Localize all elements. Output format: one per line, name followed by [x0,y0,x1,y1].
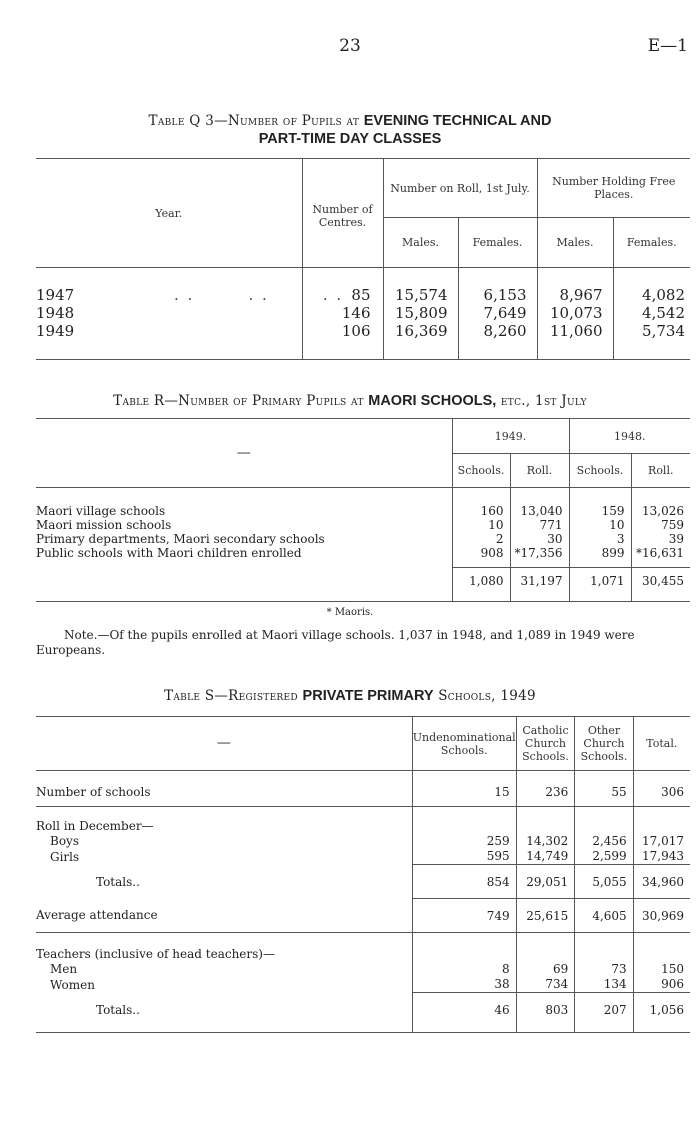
col-header-free-females: Females. [613,218,690,268]
cell-other: 4,605 [575,899,633,933]
cell-roll-males: 15,574 [383,286,458,304]
cell-roll-females: 6,153 [458,286,537,304]
cell-other: 134 [575,977,633,993]
cell-undenominational: 8 [412,961,516,977]
row-label: Women [50,977,95,992]
cell-total: 906 [633,977,690,993]
table-row [36,532,690,546]
row-label: Maori mission schools [36,517,172,532]
cell-total-schools-1948: 1,071 [569,568,631,594]
cell-catholic: 14,749 [516,849,575,865]
col-header-roll-males: Males. [383,218,458,268]
cell-total: 34,960 [633,865,690,899]
cell-undenominational: 595 [412,849,516,865]
cell-schools-1949: 10 [452,518,510,532]
cell-total-roll-1949: 31,197 [510,568,569,594]
col-header-1949: 1949. [452,419,569,454]
table-row [36,322,690,340]
cell-undenominational: 46 [412,993,516,1027]
cell-roll-females: 8,260 [458,322,537,340]
cell-undenominational: 259 [412,833,516,849]
cell-roll-1949: 13,040 [510,504,569,518]
row-year: 1947 [36,285,75,304]
col-header-free: Number Holding Free Places. [537,159,690,218]
table-row [36,833,690,849]
cell-schools-1949: 160 [452,504,510,518]
table-s-title-plain: Table S—Registered [164,688,298,704]
cell-centres: 85 [302,286,383,304]
row-year: 1948 [36,303,75,322]
table-r [36,418,690,602]
table-r-note: Note.—Of the pupils enrolled at Maori village schools. 1,037 in 1948, and 1,089 in 1949 were Europeans. [36,628,635,657]
table-r-title-bold: MAORI SCHOOLS, [368,393,497,409]
cell-total: 30,969 [633,899,690,933]
col-header-1948: 1948. [569,419,690,454]
col-header-schools-1949: Schools. [452,454,510,488]
row-label: Number of schools [36,785,151,800]
cell-total: 150 [633,961,690,977]
row-label: Average attendance [36,908,158,923]
table-s-title-bold: PRIVATE PRIMARY [302,688,434,704]
table-total-row [36,568,690,594]
row-label-totals: Totals.. [96,874,140,889]
row-label: Primary departments, Maori secondary schools [36,531,325,546]
cell-schools-1949: 2 [452,532,510,546]
cell-roll-1948: 13,026 [631,504,690,518]
cell-roll-1948: 759 [631,518,690,532]
col-header-year: Year. [155,206,183,220]
cell-undenominational: 749 [412,899,516,933]
cell-other: 2,599 [575,849,633,865]
row-year: 1949 [36,321,75,340]
cell-schools-1948: 899 [569,546,631,560]
col-header-undenominational: Undenominational Schools. [412,717,516,771]
table-row [36,504,690,518]
table-row [36,518,690,532]
table-r-title-tail: etc., 1st July [500,393,587,409]
cell-schools-1949: 908 [452,546,510,560]
table-q [36,158,690,360]
cell-undenominational: 38 [412,977,516,993]
cell-free-females: 5,734 [613,322,690,340]
col-header-roll-1948: Roll. [631,454,690,488]
cell-free-males: 10,073 [537,304,613,322]
table-s [36,716,690,1033]
table-r-header-dash: — [236,444,251,461]
table-s-title [0,688,700,704]
row-label: Public schools with Maori children enrolled [36,545,302,560]
col-header-free-males: Males. [537,218,613,268]
table-row [36,993,690,1027]
cell-total: 1,056 [633,993,690,1027]
cell-other: 5,055 [575,865,633,899]
cell-free-males: 8,967 [537,286,613,304]
cell-undenominational: 15 [412,779,516,807]
col-header-catholic: Catholic Church Schools. [516,717,575,771]
cell-roll-1948: *16,631 [631,546,690,560]
cell-schools-1948: 3 [569,532,631,546]
cell-total: 306 [633,779,690,807]
cell-catholic: 69 [516,961,575,977]
cell-roll-males: 15,809 [383,304,458,322]
col-header-roll-females: Females. [458,218,537,268]
table-row [36,899,690,933]
col-header-centres: Number of Centres. [302,159,383,268]
cell-other: 207 [575,993,633,1027]
table-row [36,304,690,322]
cell-catholic: 803 [516,993,575,1027]
row-label: Boys [50,833,79,848]
col-header-schools-1948: Schools. [569,454,631,488]
page-code: E—1 [647,36,688,56]
cell-total: 17,017 [633,833,690,849]
row-label-totals: Totals.. [96,1002,140,1017]
row-heading-teachers: Teachers (inclusive of head teachers)— [36,933,412,961]
cell-undenominational: 854 [412,865,516,899]
cell-catholic: 734 [516,977,575,993]
cell-catholic: 236 [516,779,575,807]
col-header-roll-1949: Roll. [510,454,569,488]
table-s-header-dash: — [216,735,231,751]
table-q-title-bold-2: PART-TIME DAY CLASSES [258,131,442,147]
cell-roll-1949: 771 [510,518,569,532]
table-q-title [0,113,700,129]
row-label: Maori village schools [36,503,166,518]
table-r-title-plain: Table R—Number of Primary Pupils at [113,393,364,409]
cell-free-females: 4,542 [613,304,690,322]
col-header-roll: Number on Roll, 1st July. [383,159,537,218]
table-q-title-line2 [0,131,700,147]
cell-centres: 146 [302,304,383,322]
table-row [36,849,690,865]
row-heading-roll: Roll in December— [36,807,412,833]
row-label: Girls [50,849,80,864]
cell-other: 55 [575,779,633,807]
table-row: 1947 . . . . . . 85 15,574 6,153 8,967 4,082 [36,286,690,304]
cell-roll-1949: *17,356 [510,546,569,560]
cell-roll-females: 7,649 [458,304,537,322]
cell-centres: 106 [302,322,383,340]
table-q-title-plain: Table Q 3—Number of Pupils at [148,113,360,129]
cell-free-females: 4,082 [613,286,690,304]
page-number: 23 [339,36,361,56]
cell-roll-1949: 30 [510,532,569,546]
cell-roll-1948: 39 [631,532,690,546]
cell-roll-males: 16,369 [383,322,458,340]
table-row [36,865,690,899]
col-header-other: Other Church Schools. [575,717,633,771]
table-r-title [0,393,700,409]
cell-total: 17,943 [633,849,690,865]
table-row [36,546,690,560]
cell-catholic: 25,615 [516,899,575,933]
table-s-title-tail: Schools, 1949 [438,688,536,704]
cell-total-roll-1948: 30,455 [631,568,690,594]
cell-other: 2,456 [575,833,633,849]
cell-free-males: 11,060 [537,322,613,340]
cell-catholic: 14,302 [516,833,575,849]
cell-other: 73 [575,961,633,977]
table-row [36,961,690,977]
cell-schools-1948: 10 [569,518,631,532]
cell-schools-1948: 159 [569,504,631,518]
row-label: Men [50,961,78,976]
table-q-title-bold: EVENING TECHNICAL AND [363,113,552,129]
table-row [36,977,690,993]
table-r-footnote: * Maoris. [326,607,374,618]
col-header-total: Total. [633,717,690,771]
table-row [36,779,690,807]
cell-total-schools-1949: 1,080 [452,568,510,594]
cell-catholic: 29,051 [516,865,575,899]
